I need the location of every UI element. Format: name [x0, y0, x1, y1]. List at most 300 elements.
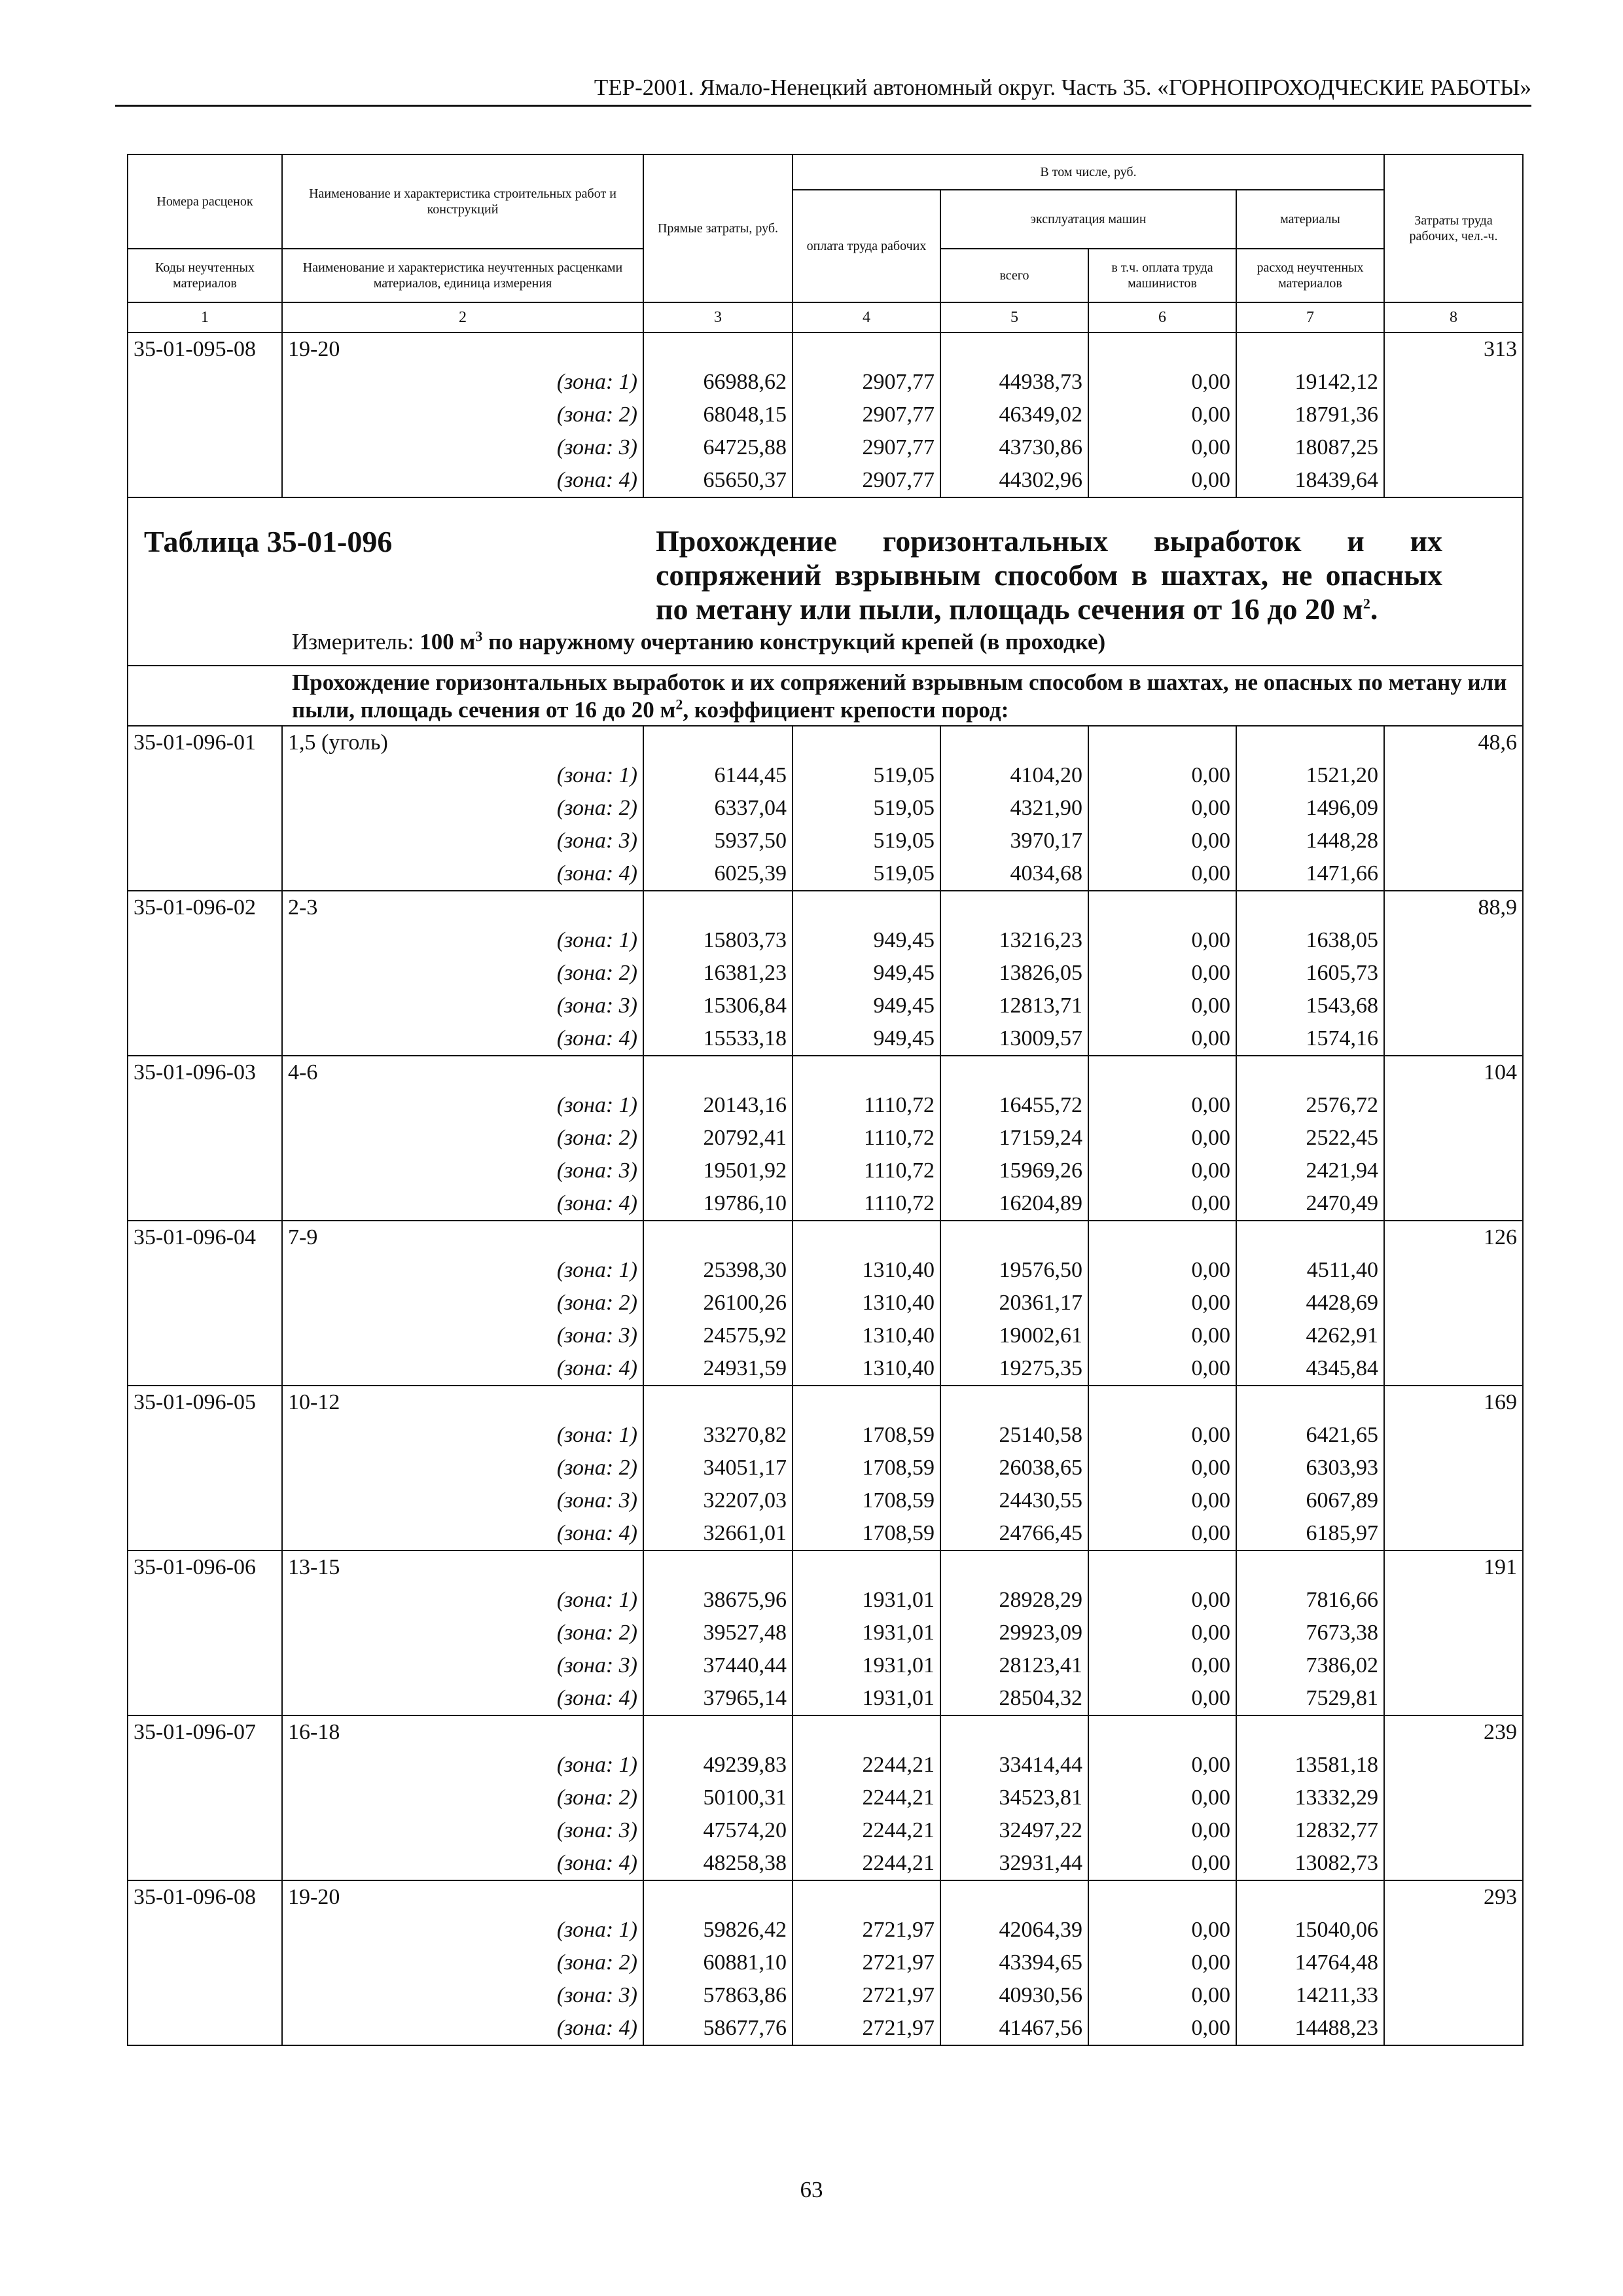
- zone-label: (зона: 4): [282, 2012, 643, 2045]
- materials: 4262,91: [1236, 1319, 1384, 1352]
- machine-wages: 0,00: [1088, 1782, 1236, 1814]
- worker-wages: 2721,97: [793, 1979, 940, 2012]
- empty-cell: [1384, 957, 1523, 990]
- materials: 2470,49: [1236, 1187, 1384, 1221]
- zone-label: (зона: 4): [282, 464, 643, 497]
- direct-costs: 19501,92: [643, 1155, 793, 1187]
- empty-cell: [128, 2012, 282, 2045]
- zone-label: (зона: 4): [282, 1352, 643, 1386]
- empty-cell: [940, 332, 1088, 366]
- empty-cell: [1088, 891, 1236, 924]
- zone-label: (зона: 4): [282, 1682, 643, 1715]
- column-number: 2: [282, 302, 643, 332]
- zone-label: (зона: 2): [282, 792, 643, 825]
- machine-total: 32497,22: [940, 1814, 1088, 1847]
- machine-total: 28123,41: [940, 1649, 1088, 1682]
- zone-row: [128, 399, 1523, 431]
- empty-cell: [1384, 1089, 1523, 1122]
- empty-cell: [1236, 726, 1384, 759]
- col-wages: оплата труда рабочих: [793, 190, 940, 302]
- materials: 19142,12: [1236, 366, 1384, 399]
- empty-cell: [128, 399, 282, 431]
- materials: 1496,09: [1236, 792, 1384, 825]
- machine-wages: 0,00: [1088, 990, 1236, 1022]
- labor-cost: 293: [1384, 1880, 1523, 1914]
- empty-cell: [1236, 1386, 1384, 1419]
- table-title-cell: [128, 497, 1523, 666]
- column-number: 5: [940, 302, 1088, 332]
- machine-total: 4321,90: [940, 792, 1088, 825]
- zone-label: (зона: 3): [282, 431, 643, 464]
- empty-cell: [1236, 1715, 1384, 1749]
- zone-label: (зона: 1): [282, 1584, 643, 1617]
- rate-name: 19-20: [282, 332, 643, 366]
- machine-total: 44938,73: [940, 366, 1088, 399]
- empty-cell: [1384, 1419, 1523, 1452]
- machine-wages: 0,00: [1088, 1584, 1236, 1617]
- zone-row: [128, 1287, 1523, 1319]
- empty-cell: [793, 891, 940, 924]
- zone-label: (зона: 3): [282, 990, 643, 1022]
- materials: 13082,73: [1236, 1847, 1384, 1880]
- zone-row: [128, 1517, 1523, 1551]
- col-materials-consumption: расход неучтенных материалов: [1236, 249, 1384, 302]
- machine-wages: 0,00: [1088, 431, 1236, 464]
- direct-costs: 34051,17: [643, 1452, 793, 1484]
- worker-wages: 2244,21: [793, 1814, 940, 1847]
- machine-total: 40930,56: [940, 1979, 1088, 2012]
- labor-cost: 48,6: [1384, 726, 1523, 759]
- zone-label: (зона: 4): [282, 1517, 643, 1551]
- measurement-unit: [292, 629, 1105, 655]
- materials: 6421,65: [1236, 1419, 1384, 1452]
- empty-cell: [1384, 2012, 1523, 2045]
- empty-cell: [1384, 1584, 1523, 1617]
- direct-costs: 15533,18: [643, 1022, 793, 1056]
- direct-costs: 6337,04: [643, 792, 793, 825]
- worker-wages: 949,45: [793, 990, 940, 1022]
- machine-total: 13826,05: [940, 957, 1088, 990]
- empty-cell: [940, 1221, 1088, 1254]
- empty-cell: [128, 1452, 282, 1484]
- machine-wages: 0,00: [1088, 1089, 1236, 1122]
- machine-wages: 0,00: [1088, 1617, 1236, 1649]
- empty-cell: [128, 1517, 282, 1551]
- materials: 1605,73: [1236, 957, 1384, 990]
- materials: 1521,20: [1236, 759, 1384, 792]
- worker-wages: 1708,59: [793, 1517, 940, 1551]
- worker-wages: 519,05: [793, 759, 940, 792]
- direct-costs: 66988,62: [643, 366, 793, 399]
- direct-costs: 37965,14: [643, 1682, 793, 1715]
- materials: 1543,68: [1236, 990, 1384, 1022]
- empty-cell: [643, 1386, 793, 1419]
- empty-cell: [128, 1946, 282, 1979]
- machine-wages: 0,00: [1088, 1155, 1236, 1187]
- rate-name: 1,5 (уголь): [282, 726, 643, 759]
- machine-total: 19576,50: [940, 1254, 1088, 1287]
- machine-total: 12813,71: [940, 990, 1088, 1022]
- materials: 14764,48: [1236, 1946, 1384, 1979]
- empty-cell: [940, 1386, 1088, 1419]
- rate-code: 35-01-096-02: [128, 891, 282, 924]
- machine-wages: 0,00: [1088, 792, 1236, 825]
- zone-label: (зона: 2): [282, 1782, 643, 1814]
- empty-cell: [1236, 1880, 1384, 1914]
- col-machine-total: всего: [940, 249, 1088, 302]
- machine-wages: 0,00: [1088, 957, 1236, 990]
- direct-costs: 19786,10: [643, 1187, 793, 1221]
- empty-cell: [940, 1056, 1088, 1089]
- zone-label: (зона: 2): [282, 1287, 643, 1319]
- empty-cell: [643, 891, 793, 924]
- empty-cell: [128, 1484, 282, 1517]
- machine-wages: 0,00: [1088, 1319, 1236, 1352]
- machine-wages: 0,00: [1088, 825, 1236, 857]
- materials: 6303,93: [1236, 1452, 1384, 1484]
- empty-cell: [1384, 924, 1523, 957]
- worker-wages: 2907,77: [793, 464, 940, 497]
- direct-costs: 24931,59: [643, 1352, 793, 1386]
- machine-total: 44302,96: [940, 464, 1088, 497]
- zone-label: (зона: 1): [282, 924, 643, 957]
- zone-label: (зона: 2): [282, 399, 643, 431]
- empty-cell: [940, 891, 1088, 924]
- empty-cell: [128, 431, 282, 464]
- zone-label: (зона: 1): [282, 1089, 643, 1122]
- zone-row: [128, 1814, 1523, 1847]
- direct-costs: 20792,41: [643, 1122, 793, 1155]
- zone-row: [128, 1584, 1523, 1617]
- empty-cell: [128, 1287, 282, 1319]
- zone-label: (зона: 1): [282, 759, 643, 792]
- worker-wages: 1708,59: [793, 1419, 940, 1452]
- worker-wages: 1708,59: [793, 1484, 940, 1517]
- rate-row: [128, 726, 1523, 759]
- empty-cell: [1384, 1287, 1523, 1319]
- machine-wages: 0,00: [1088, 1979, 1236, 2012]
- zone-row: [128, 431, 1523, 464]
- direct-costs: 20143,16: [643, 1089, 793, 1122]
- materials: 7673,38: [1236, 1617, 1384, 1649]
- zone-label: (зона: 2): [282, 1617, 643, 1649]
- zone-row: [128, 1254, 1523, 1287]
- empty-cell: [1236, 332, 1384, 366]
- empty-cell: [1384, 1352, 1523, 1386]
- col-labor: Затраты труда рабочих, чел.-ч.: [1384, 154, 1523, 302]
- empty-cell: [128, 1419, 282, 1452]
- machine-wages: 0,00: [1088, 1946, 1236, 1979]
- machine-total: 32931,44: [940, 1847, 1088, 1880]
- worker-wages: 949,45: [793, 924, 940, 957]
- empty-cell: [128, 1682, 282, 1715]
- section-subtitle-row: [128, 666, 1523, 726]
- zone-row: [128, 1682, 1523, 1715]
- direct-costs: 15306,84: [643, 990, 793, 1022]
- labor-cost: 88,9: [1384, 891, 1523, 924]
- zone-row: [128, 1352, 1523, 1386]
- zone-label: (зона: 3): [282, 1649, 643, 1682]
- zone-label: (зона: 3): [282, 1155, 643, 1187]
- materials: 6185,97: [1236, 1517, 1384, 1551]
- machine-wages: 0,00: [1088, 464, 1236, 497]
- empty-cell: [128, 1979, 282, 2012]
- meter-label: Измеритель:: [292, 629, 420, 655]
- empty-cell: [940, 1551, 1088, 1584]
- zone-label: (зона: 1): [282, 1914, 643, 1946]
- empty-cell: [1088, 726, 1236, 759]
- machine-wages: 0,00: [1088, 1452, 1236, 1484]
- empty-cell: [793, 1386, 940, 1419]
- empty-cell: [643, 1551, 793, 1584]
- machine-total: 4104,20: [940, 759, 1088, 792]
- worker-wages: 1110,72: [793, 1122, 940, 1155]
- worker-wages: 1931,01: [793, 1649, 940, 1682]
- zone-label: (зона: 1): [282, 1749, 643, 1782]
- empty-cell: [128, 1749, 282, 1782]
- direct-costs: 64725,88: [643, 431, 793, 464]
- machine-total: 43730,86: [940, 431, 1088, 464]
- empty-cell: [1384, 1517, 1523, 1551]
- zone-row: [128, 857, 1523, 891]
- empty-cell: [1384, 990, 1523, 1022]
- empty-cell: [128, 1617, 282, 1649]
- empty-cell: [1236, 1056, 1384, 1089]
- direct-costs: 6025,39: [643, 857, 793, 891]
- table-number: Таблица 35-01-096: [144, 525, 393, 558]
- zone-label: (зона: 2): [282, 957, 643, 990]
- empty-cell: [643, 332, 793, 366]
- empty-cell: [128, 1319, 282, 1352]
- machine-wages: 0,00: [1088, 399, 1236, 431]
- materials: 2522,45: [1236, 1122, 1384, 1155]
- empty-cell: [793, 1056, 940, 1089]
- direct-costs: 16381,23: [643, 957, 793, 990]
- worker-wages: 2721,97: [793, 1914, 940, 1946]
- subtitle-rest: , коэффициент крепости пород:: [683, 697, 1009, 723]
- materials-header: материалы: [1236, 190, 1384, 249]
- rate-row: [128, 1056, 1523, 1089]
- zone-row: [128, 1946, 1523, 1979]
- empty-cell: [1384, 431, 1523, 464]
- rate-name: 2-3: [282, 891, 643, 924]
- empty-cell: [1384, 1617, 1523, 1649]
- zone-label: (зона: 1): [282, 1419, 643, 1452]
- worker-wages: 2907,77: [793, 431, 940, 464]
- machine-total: 34523,81: [940, 1782, 1088, 1814]
- direct-costs: 38675,96: [643, 1584, 793, 1617]
- worker-wages: 2244,21: [793, 1847, 940, 1880]
- empty-cell: [1088, 1880, 1236, 1914]
- empty-cell: [128, 1584, 282, 1617]
- worker-wages: 2721,97: [793, 2012, 940, 2045]
- empty-cell: [1088, 1056, 1236, 1089]
- rates-table-body: [128, 154, 1523, 2045]
- labor-cost: 239: [1384, 1715, 1523, 1749]
- zone-label: (зона: 4): [282, 1022, 643, 1056]
- empty-cell: [128, 1122, 282, 1155]
- empty-cell: [1384, 1979, 1523, 2012]
- machine-total: 19275,35: [940, 1352, 1088, 1386]
- rate-code: 35-01-096-01: [128, 726, 282, 759]
- empty-cell: [1384, 1155, 1523, 1187]
- worker-wages: 2244,21: [793, 1749, 940, 1782]
- worker-wages: 1310,40: [793, 1287, 940, 1319]
- empty-cell: [128, 1814, 282, 1847]
- machine-total: 24766,45: [940, 1517, 1088, 1551]
- table-title: [656, 524, 1442, 626]
- empty-cell: [128, 857, 282, 891]
- materials: 14211,33: [1236, 1979, 1384, 2012]
- machine-wages: 0,00: [1088, 1484, 1236, 1517]
- empty-cell: [793, 726, 940, 759]
- machine-wages: 0,00: [1088, 759, 1236, 792]
- machine-total: 16204,89: [940, 1187, 1088, 1221]
- materials: 13581,18: [1236, 1749, 1384, 1782]
- worker-wages: 519,05: [793, 825, 940, 857]
- zone-row: [128, 1089, 1523, 1122]
- materials: 7529,81: [1236, 1682, 1384, 1715]
- direct-costs: 68048,15: [643, 399, 793, 431]
- empty-cell: [1384, 1946, 1523, 1979]
- zone-row: [128, 2012, 1523, 2045]
- direct-costs: 60881,10: [643, 1946, 793, 1979]
- materials: 7386,02: [1236, 1649, 1384, 1682]
- zone-label: (зона: 2): [282, 1946, 643, 1979]
- empty-cell: [1384, 1649, 1523, 1682]
- worker-wages: 949,45: [793, 957, 940, 990]
- empty-cell: [128, 1187, 282, 1221]
- empty-cell: [1236, 1221, 1384, 1254]
- rate-name: 16-18: [282, 1715, 643, 1749]
- zone-row: [128, 759, 1523, 792]
- machine-total: 42064,39: [940, 1914, 1088, 1946]
- zone-row: [128, 1419, 1523, 1452]
- zone-row: [128, 1452, 1523, 1484]
- worker-wages: 1931,01: [793, 1584, 940, 1617]
- zone-row: [128, 924, 1523, 957]
- empty-cell: [793, 1221, 940, 1254]
- direct-costs: 65650,37: [643, 464, 793, 497]
- machine-total: 28504,32: [940, 1682, 1088, 1715]
- direct-costs: 32207,03: [643, 1484, 793, 1517]
- empty-cell: [128, 1022, 282, 1056]
- direct-costs: 32661,01: [643, 1517, 793, 1551]
- worker-wages: 1110,72: [793, 1089, 940, 1122]
- machine-wages: 0,00: [1088, 1649, 1236, 1682]
- machine-wages: 0,00: [1088, 1122, 1236, 1155]
- column-number: 7: [1236, 302, 1384, 332]
- zone-label: (зона: 1): [282, 366, 643, 399]
- materials: 18087,25: [1236, 431, 1384, 464]
- rate-code: 35-01-096-03: [128, 1056, 282, 1089]
- machine-wages: 0,00: [1088, 1187, 1236, 1221]
- worker-wages: 949,45: [793, 1022, 940, 1056]
- machine-wages: 0,00: [1088, 924, 1236, 957]
- col-work-name: Наименование и характеристика строительных работ и конструкций: [282, 154, 643, 249]
- machine-wages: 0,00: [1088, 1352, 1236, 1386]
- empty-cell: [1384, 1022, 1523, 1056]
- zone-row: [128, 1484, 1523, 1517]
- machine-wages: 0,00: [1088, 1254, 1236, 1287]
- materials: 7816,66: [1236, 1584, 1384, 1617]
- page-number: 63: [800, 2177, 823, 2202]
- worker-wages: 2907,77: [793, 366, 940, 399]
- materials: 12832,77: [1236, 1814, 1384, 1847]
- zone-label: (зона: 4): [282, 857, 643, 891]
- zone-label: (зона: 1): [282, 1254, 643, 1287]
- empty-cell: [1236, 1551, 1384, 1584]
- machine-total: 3970,17: [940, 825, 1088, 857]
- empty-cell: [1384, 1122, 1523, 1155]
- direct-costs: 48258,38: [643, 1847, 793, 1880]
- worker-wages: 2721,97: [793, 1946, 940, 1979]
- rate-row: [128, 1880, 1523, 1914]
- direct-costs: 50100,31: [643, 1782, 793, 1814]
- materials: 14488,23: [1236, 2012, 1384, 2045]
- machine-wages: 0,00: [1088, 1749, 1236, 1782]
- rate-row: [128, 1715, 1523, 1749]
- worker-wages: 2244,21: [793, 1782, 940, 1814]
- machine-total: 25140,58: [940, 1419, 1088, 1452]
- header-row-1: [128, 154, 1523, 190]
- table-title-row: [128, 497, 1523, 666]
- col-rate-numbers: Номера расценок: [128, 154, 282, 249]
- table-title-end: .: [1370, 592, 1378, 626]
- empty-cell: [1384, 825, 1523, 857]
- col-direct-costs: Прямые затраты, руб.: [643, 154, 793, 302]
- empty-cell: [128, 957, 282, 990]
- zone-row: [128, 1914, 1523, 1946]
- machine-total: 24430,55: [940, 1484, 1088, 1517]
- materials: 4345,84: [1236, 1352, 1384, 1386]
- rate-code: 35-01-096-06: [128, 1551, 282, 1584]
- zone-row: [128, 1617, 1523, 1649]
- direct-costs: 47574,20: [643, 1814, 793, 1847]
- machine-wages: 0,00: [1088, 857, 1236, 891]
- materials: 2421,94: [1236, 1155, 1384, 1187]
- including-rub-header: В том числе, руб.: [793, 154, 1384, 190]
- superscript: 2: [675, 696, 683, 713]
- worker-wages: 1931,01: [793, 1617, 940, 1649]
- zone-row: [128, 1782, 1523, 1814]
- empty-cell: [128, 825, 282, 857]
- materials: 1448,28: [1236, 825, 1384, 857]
- rate-code: 35-01-096-08: [128, 1880, 282, 1914]
- empty-cell: [1384, 1187, 1523, 1221]
- rate-row: [128, 332, 1523, 366]
- direct-costs: 58677,76: [643, 2012, 793, 2045]
- machine-total: 28928,29: [940, 1584, 1088, 1617]
- empty-cell: [128, 1089, 282, 1122]
- zone-label: (зона: 3): [282, 1979, 643, 2012]
- empty-cell: [793, 1715, 940, 1749]
- labor-cost: 126: [1384, 1221, 1523, 1254]
- machine-total: 43394,65: [940, 1946, 1088, 1979]
- rate-row: [128, 891, 1523, 924]
- empty-cell: [1384, 1782, 1523, 1814]
- worker-wages: 1310,40: [793, 1352, 940, 1386]
- empty-cell: [1088, 332, 1236, 366]
- col-material-names: Наименование и характеристика неучтенных расценками материалов, единица измерения: [282, 249, 643, 302]
- empty-cell: [128, 366, 282, 399]
- rate-code: 35-01-096-05: [128, 1386, 282, 1419]
- worker-wages: 519,05: [793, 857, 940, 891]
- direct-costs: 49239,83: [643, 1749, 793, 1782]
- rate-name: 7-9: [282, 1221, 643, 1254]
- rate-name: 19-20: [282, 1880, 643, 1914]
- zone-row: [128, 825, 1523, 857]
